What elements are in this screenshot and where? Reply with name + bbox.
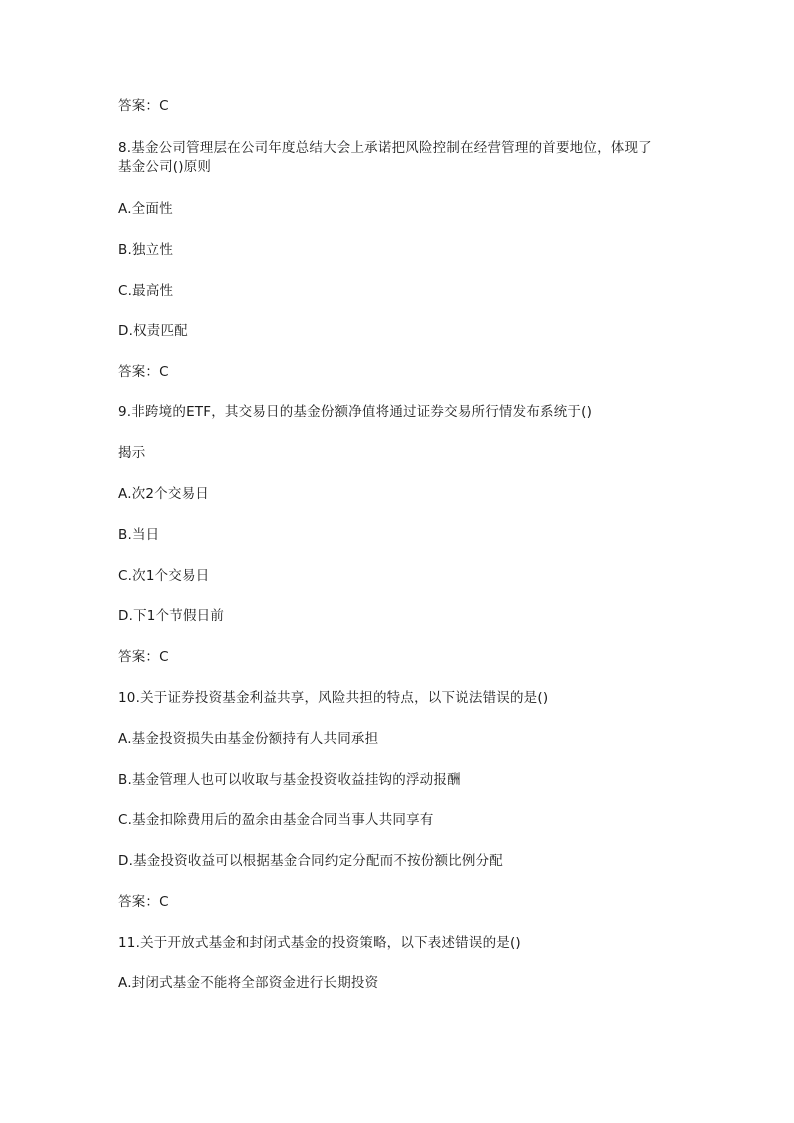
option-c: C.最高性 xyxy=(118,283,174,299)
question-text-continued: 揭示 xyxy=(118,445,146,461)
question-text: 8.基金公司管理层在公司年度总结大会上承诺把风险控制在经营管理的首要地位，体现了 xyxy=(118,140,652,156)
option-a: A.次2个交易日 xyxy=(118,486,209,502)
option-a: A.基金投资损失由基金份额持有人共同承担 xyxy=(118,731,379,747)
answer-line: 答案：C xyxy=(118,894,169,910)
answer-line: 答案：C xyxy=(118,98,169,114)
question-text-continued: 基金公司()原则 xyxy=(118,159,212,175)
option-b: B.当日 xyxy=(118,527,160,543)
option-d: D.下1个节假日前 xyxy=(118,608,225,624)
option-b: B.基金管理人也可以收取与基金投资收益挂钩的浮动报酬 xyxy=(118,772,461,788)
answer-line: 答案：C xyxy=(118,649,169,665)
option-b: B.独立性 xyxy=(118,242,174,258)
question-9: 9.非跨境的ETF，其交易日的基金份额净值将通过证券交易所行情发布系统于() xyxy=(118,404,593,420)
option-c: C.次1个交易日 xyxy=(118,568,210,584)
option-d: D.权责匹配 xyxy=(118,323,188,339)
question-8 xyxy=(118,139,678,177)
option-a: A.全面性 xyxy=(118,201,173,217)
option-d: D.基金投资收益可以根据基金合同约定分配而不按份额比例分配 xyxy=(118,853,503,869)
question-11: 11.关于开放式基金和封闭式基金的投资策略，以下表述错误的是() xyxy=(118,935,521,951)
option-a: A.封闭式基金不能将全部资金进行长期投资 xyxy=(118,975,379,991)
question-10: 10.关于证券投资基金利益共享，风险共担的特点，以下说法错误的是() xyxy=(118,690,549,706)
document-page xyxy=(118,0,678,1123)
option-c: C.基金扣除费用后的盈余由基金合同当事人共同享有 xyxy=(118,812,434,828)
answer-line: 答案：C xyxy=(118,364,169,380)
